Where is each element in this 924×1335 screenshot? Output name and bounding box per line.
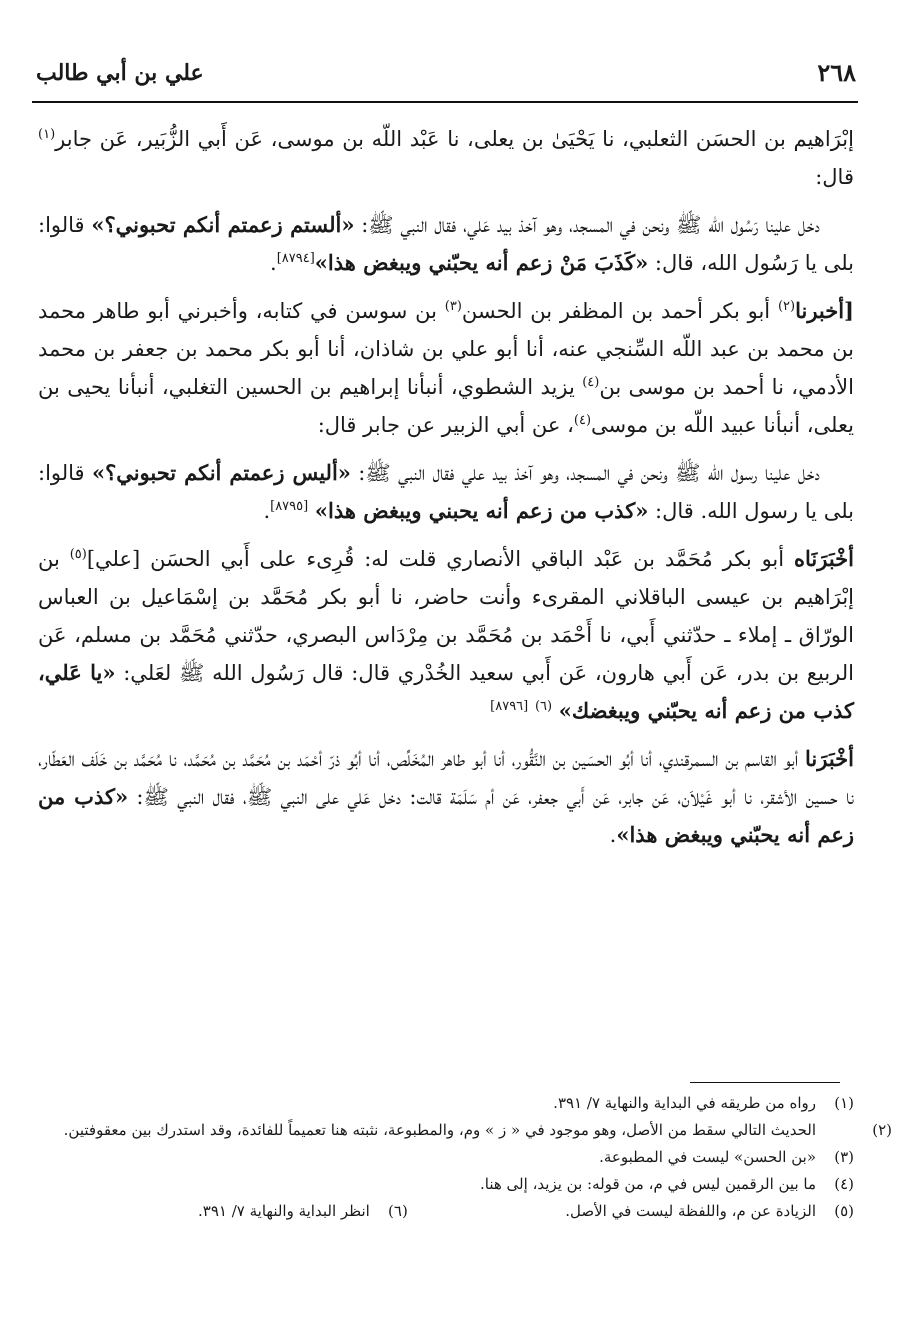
footnote-ref-2: (٢) [777,299,796,314]
footnote-5 [565,1202,854,1220]
paragraph-4 [38,454,854,530]
footnote-3 [38,1144,854,1171]
p3-text-a: أبو بكر أحمد بن المظفر بن الحسن [461,299,771,323]
p3-text-d: ، عن أبي الزبير عن جابر قال: [317,413,574,437]
p2-end: . [270,251,277,275]
p4-text-b: قالوا: بلى يا رسول الله. قال: [38,461,854,523]
footnote-number: (٦) [388,1202,408,1220]
header-rule [32,101,858,103]
footnote-text: الزيادة عن م، واللفظة ليست في الأصل. [565,1202,816,1220]
footnote-ref-4b: (٤) [573,413,592,428]
p5-text-b: بن إبْرَاهيم بن عيسى الباقلاني المقرىء وأنت حاضر، نا أبو بكر مُحَمَّد بن إسْمَاعيل بن العباس الورّاق ـ إملاء ـ حدّثني أَبي، نا أَحْمَد بن مُحَمَّد بن مِرْدَاس البصري، حدّثني مُحَمَّد بن مسلم، عَن الربيع بن بدر، عَن أَبي هارون، عَن أَبي سعيد الخُدْري قال: قال رَسُول الله ﷺ لعَلي: [38,547,854,685]
paragraph-1 [38,120,854,196]
footnotes [38,1090,892,1225]
footnote-ref-1: (١) [38,127,56,142]
footnote-text: «بن الحسن» ليست في المطبوعة. [599,1148,816,1166]
hadith-quote: «كذب من زعم أنه يحبّني ويبغض هذا» [38,784,854,847]
footnote-number: (١) [834,1094,854,1112]
hadith-quote: «كَذَبَ مَنْ زعم أنه يحبّني ويبغض هذا» [314,250,649,275]
footnote-text: انظر البداية والنهاية ٧/ ٣٩١. [198,1202,370,1220]
hadith-number: [٨٧٩٦] [490,699,529,714]
page-number: ٢٦٨ [817,58,856,87]
footnote-1 [38,1090,854,1117]
paragraph-3 [38,292,854,444]
footnote-number: (٢) [872,1121,892,1139]
hadith-number: [٨٧٩٤] [276,251,315,266]
hadith-quote: «يا عَلي، كذب من زعم أنه يحبّني ويبغضك» [38,660,854,723]
isnad-lead: أخْبَرَنا [805,746,854,771]
hadith-quote: «أليس زعمتم أنكم تحبوني؟» [91,460,351,485]
footnote-4 [38,1171,854,1198]
footnote-text: ما بين الرقمين ليس في م، من قوله: بن يزيد، إلى هنا. [480,1175,816,1193]
p3-text-b: بن سوسن في كتابه، وأخبرني أبو طاهر محمد بن محمد بن عبد اللّه السِّنجي عنه، أنا أبو علي بن شاذان، أنا أبو بكر محمد بن جعفر بن محمد الأدمي، نا أحمد بن موسى بن [38,299,854,399]
p4-text-a: دخل علينا رسول الله ﷺ ونحن في المسجد، وهو آخذ بيد علي فقال النبي ﷺ: [358,461,820,485]
footnote-ref-3: (٣) [444,299,462,314]
footnote-ref-4: (٤) [582,375,600,390]
paragraph-5 [38,540,854,730]
p2-text-b: قالوا: بلى يا رَسُول الله، قال: [38,213,854,275]
footnote-text: رواه من طريقه في البداية والنهاية ٧/ ٣٩١. [553,1094,816,1112]
hadith-number: [٨٧٩٥] [270,499,309,514]
p1-text: إبْرَاهيم بن الحسَن الثعلبي، نا يَحْيَىٰ بن يعلى، نا عَبْد اللّه بن موسى، عَن أَبي الزُّبَير، عَن جابر [55,127,854,151]
p6-end: . [609,823,617,847]
hadith-quote: «كذب من زعم أنه يحبني ويبغض هذا» [314,498,649,523]
footnote-number: (٥) [834,1202,854,1220]
paragraph-2 [38,206,854,282]
p4-end: . [263,499,271,523]
footnote-row-5-6 [38,1198,854,1225]
paragraph-6 [38,740,854,854]
footnote-ref-5: (٥) [69,547,87,562]
p6-text-a: أبو القاسم بن السمرقندي، أنا أبُو الحسَين بن النَّقُّور، أنا أبو طاهر المُخَلِّص، أنا أبُو ذرّ أحْمَد بن مُحَمَّد بن مُحَمَّد، نا مُحَمَّد بن خَلَف العَطّار، نا حسين الأشقر، نا أبو غَيْلاَن، عَن جابر، عَن أَبي جعفر، عَن أم سَلَمَة قالت: دخل عَلي على النبي ﷺ، فقال النبي ﷺ: [38,747,854,809]
footnote-number: (٣) [834,1148,854,1166]
p3-text-c: يزيد الشطوي، أنبأنا إبراهيم بن الحسين التغلبي، أنبأنا يحيى بن يعلى، أنبأنا عبيد اللّه بن موسى [38,375,854,437]
footnote-number: (٤) [834,1175,854,1193]
footnote-text: الحديث التالي سقط من الأصل، وهو موجود في « ز » وم، والمطبوعة، نثبته هنا تعميماً للفائدة، وقد استدرك بين معقوفتين. [63,1121,816,1139]
isnad-lead: [أخبرنا [795,298,854,323]
running-header [36,58,856,98]
footnote-2 [38,1117,892,1144]
footnote-6 [198,1198,408,1225]
p2-text-a: دخل علينا رَسُول الله ﷺ ونحن في المسجد، وهو آخذ بيد عَلي، فقال النبي ﷺ: [361,213,820,237]
running-title: علي بن أبي طالب [36,60,204,86]
hadith-quote: «ألستم زعمتم أنكم تحبوني؟» [91,212,355,237]
p1-end: قال: [815,165,854,189]
footnote-ref-6: (٦) [534,699,553,714]
main-text [38,120,854,864]
p5-text-a: أبو بكر مُحَمَّد بن عَبْد الباقي الأنصاري قلت له: قُرِىء على أَبي الحسَن [علي] [86,547,785,571]
footnote-rule [690,1082,840,1083]
isnad-lead: أخْبَرَنَاه [793,546,854,571]
